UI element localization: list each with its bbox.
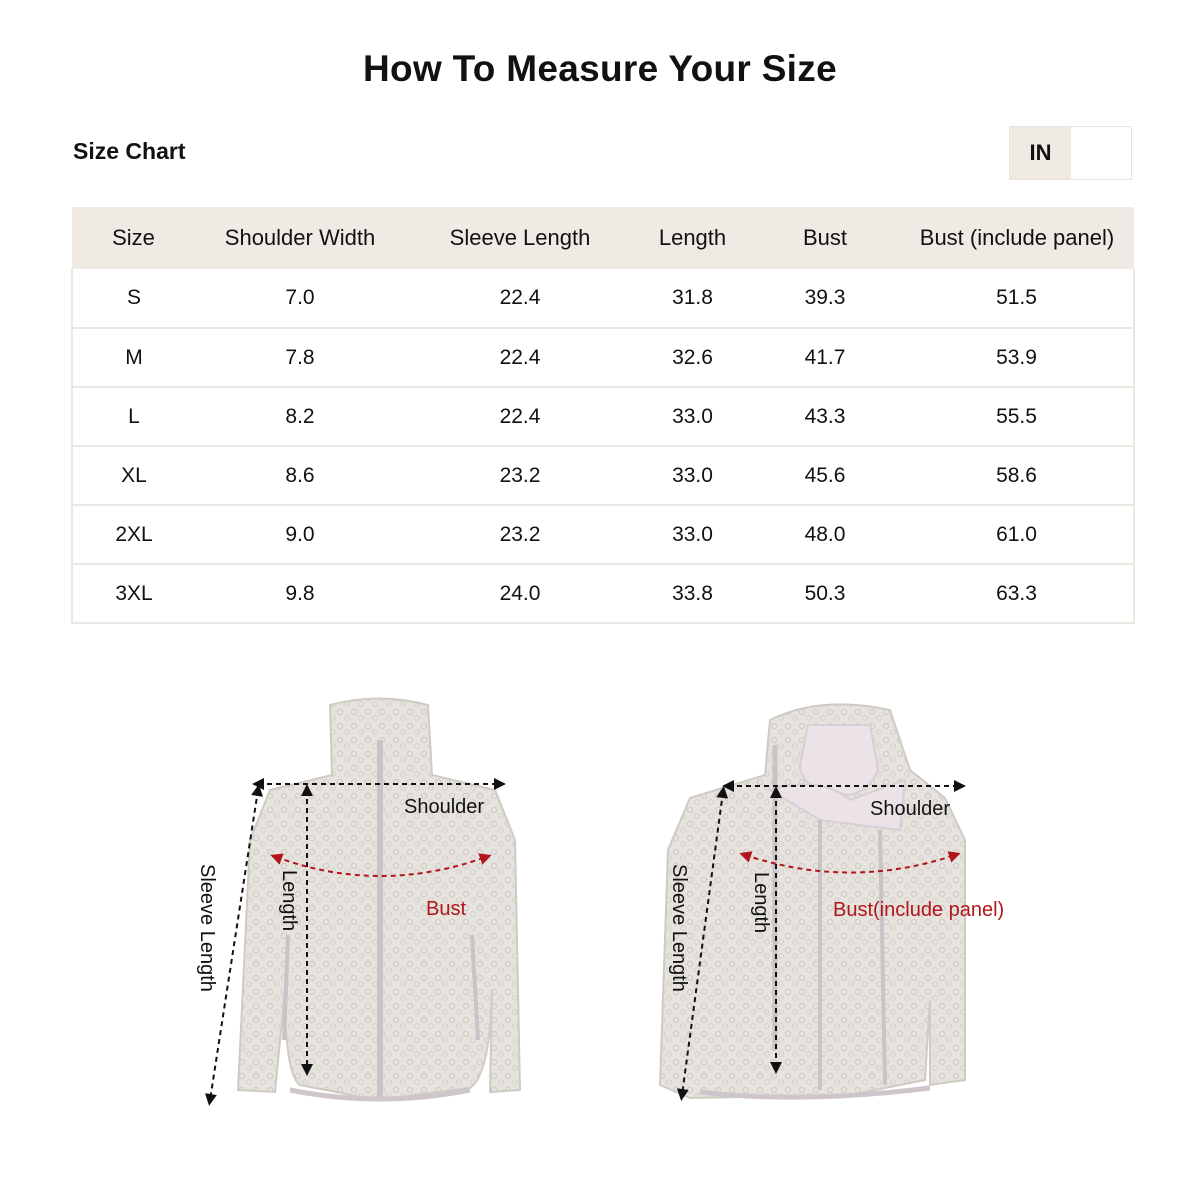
- cell-bust: 43.3: [750, 387, 900, 446]
- cell-length: 33.0: [635, 505, 750, 564]
- cell-bust: 45.6: [750, 446, 900, 505]
- cell-size: L: [72, 387, 195, 446]
- cell-shoulder-width: 8.2: [195, 387, 405, 446]
- cell-bust-panel: 61.0: [900, 505, 1134, 564]
- cell-bust-panel: 53.9: [900, 328, 1134, 387]
- cell-bust: 50.3: [750, 564, 900, 623]
- sleeve-length-label-right: Sleeve Length: [668, 864, 690, 992]
- column-header-bust-panel: Bust (include panel): [900, 207, 1134, 269]
- length-label-left: Length: [278, 870, 300, 932]
- cell-bust: 48.0: [750, 505, 900, 564]
- table-row: [72, 446, 1134, 505]
- table-row: [72, 328, 1134, 387]
- cell-bust-panel: 55.5: [900, 387, 1134, 446]
- measurement-diagrams: [0, 680, 1200, 1120]
- cell-shoulder-width: 9.8: [195, 564, 405, 623]
- page-title: How To Measure Your Size: [363, 48, 837, 89]
- bust-label-left: Bust: [426, 898, 467, 920]
- cell-bust: 39.3: [750, 269, 900, 328]
- cell-length: 33.0: [635, 387, 750, 446]
- jacket-illustrations: [0, 680, 1200, 1120]
- cell-sleeve-length: 23.2: [405, 505, 635, 564]
- table-row: [72, 269, 1134, 328]
- sleeve-length-label-left: Sleeve Length: [196, 864, 218, 992]
- shoulder-label-left: Shoulder: [404, 796, 485, 818]
- unit-alternate-option[interactable]: [1071, 127, 1131, 179]
- cell-bust-panel: 58.6: [900, 446, 1134, 505]
- cell-size: XL: [72, 446, 195, 505]
- size-table: [71, 207, 1135, 624]
- column-header-bust: Bust: [750, 207, 900, 269]
- length-label-right: Length: [750, 872, 772, 934]
- cell-shoulder-width: 8.6: [195, 446, 405, 505]
- cell-sleeve-length: 22.4: [405, 269, 635, 328]
- cell-length: 33.0: [635, 446, 750, 505]
- cell-shoulder-width: 7.0: [195, 269, 405, 328]
- cell-length: 31.8: [635, 269, 750, 328]
- cell-sleeve-length: 24.0: [405, 564, 635, 623]
- cell-sleeve-length: 22.4: [405, 328, 635, 387]
- column-header-length: Length: [635, 207, 750, 269]
- cell-length: 33.8: [635, 564, 750, 623]
- cell-size: S: [72, 269, 195, 328]
- table-row: [72, 564, 1134, 623]
- cell-bust-panel: 63.3: [900, 564, 1134, 623]
- unit-in-option[interactable]: IN: [1010, 127, 1071, 179]
- cell-bust-panel: 51.5: [900, 269, 1134, 328]
- cell-length: 32.6: [635, 328, 750, 387]
- size-chart-label: Size Chart: [73, 138, 186, 164]
- unit-toggle[interactable]: [1009, 126, 1132, 180]
- cell-bust: 41.7: [750, 328, 900, 387]
- table-row: [72, 387, 1134, 446]
- table-header-row: [72, 207, 1134, 269]
- shoulder-label-right: Shoulder: [870, 798, 951, 820]
- column-header-size: Size: [72, 207, 195, 269]
- cell-size: M: [72, 328, 195, 387]
- column-header-sleeve-length: Sleeve Length: [405, 207, 635, 269]
- column-header-shoulder-width: Shoulder Width: [195, 207, 405, 269]
- cell-size: 2XL: [72, 505, 195, 564]
- bust-panel-label-right: Bust(include panel): [833, 899, 1005, 921]
- cell-shoulder-width: 7.8: [195, 328, 405, 387]
- cell-shoulder-width: 9.0: [195, 505, 405, 564]
- cell-sleeve-length: 22.4: [405, 387, 635, 446]
- cell-size: 3XL: [72, 564, 195, 623]
- cell-sleeve-length: 23.2: [405, 446, 635, 505]
- table-row: [72, 505, 1134, 564]
